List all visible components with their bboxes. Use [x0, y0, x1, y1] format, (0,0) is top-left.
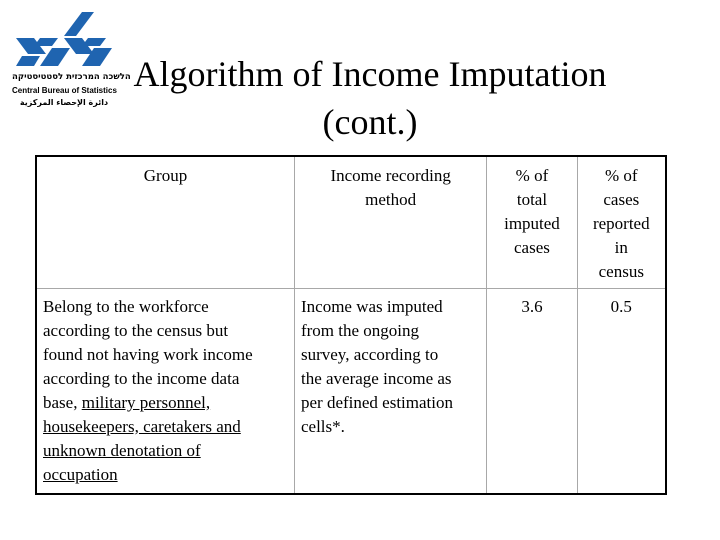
- header-pct-total: % of total imputed cases: [487, 156, 577, 289]
- cell-method: Income was imputed from the ongoing survey, according to the average income as per defined estimation cells*.: [294, 289, 486, 495]
- cell-pct-total: 3.6: [487, 289, 577, 495]
- header-pct-census: % of cases reported in census: [577, 156, 666, 289]
- title-line-2: (cont.): [322, 102, 418, 142]
- header-method: Income recording method: [294, 156, 486, 289]
- table-header-row: [36, 156, 666, 289]
- org-name-hebrew: הלשכה המרכזית לסטטיסטיקה: [12, 72, 131, 82]
- imputation-table: [35, 155, 667, 495]
- table-row: [36, 289, 666, 495]
- header-group: Group: [36, 156, 294, 289]
- cbs-logo: [12, 10, 131, 110]
- cell-pct-census: 0.5: [577, 289, 666, 495]
- org-name-english: Central Bureau of Statistics: [12, 86, 117, 95]
- cell-group: Belong to the workforce according to the census but found not having work income according to the income data base, military personnel, housekeepers, caretakers and unknown denotation of occupation: [36, 289, 294, 495]
- slide-title: [130, 50, 610, 146]
- org-name-arabic: دائرة الإحصاء المركزية: [19, 98, 109, 107]
- title-line-1: Algorithm of Income Imputation: [133, 54, 607, 94]
- cbs-emblem-icon: [12, 10, 116, 70]
